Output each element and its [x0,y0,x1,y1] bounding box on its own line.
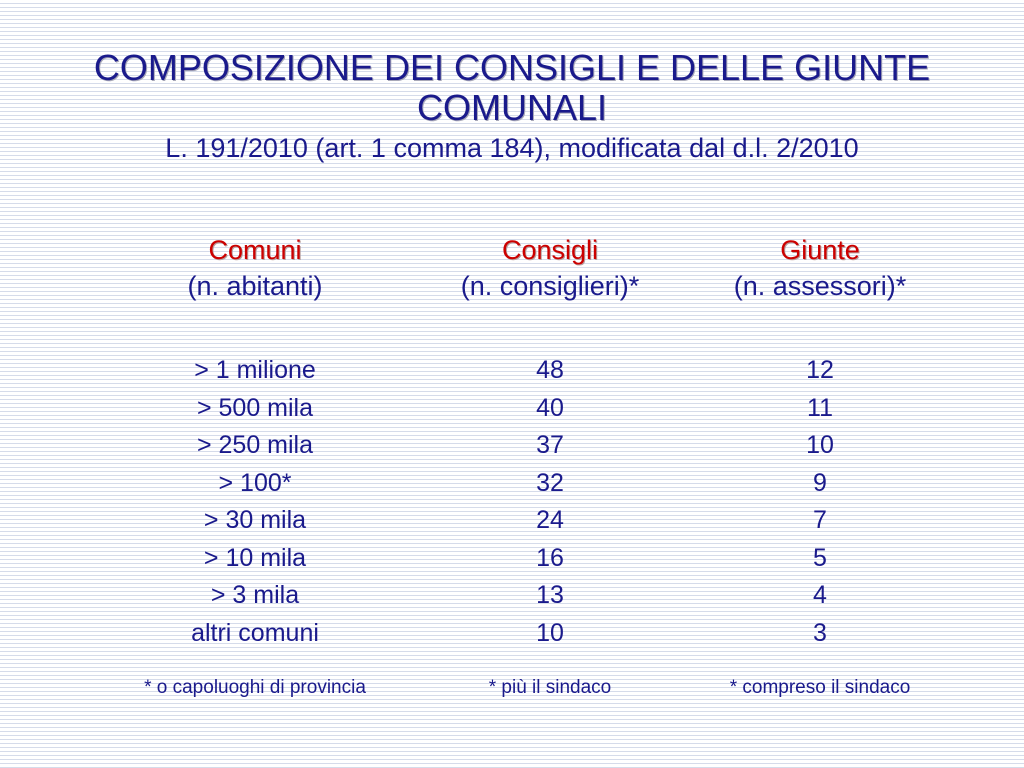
cell-comuni: > 3 mila [210,581,300,609]
cell-comuni: > 30 mila [203,506,307,534]
cell-giunte: 3 [813,618,827,647]
slide-title [0,48,1024,128]
title-line-1: COMPOSIZIONE DEI CONSIGLI E DELLE GIUNTE [93,47,931,88]
table-row [0,427,1024,465]
subheading-giunte: (n. assessori)* [733,271,907,301]
title-block [0,48,1024,164]
cell-comuni: > 100* [218,468,292,497]
subheading-comuni: (n. abitanti) [187,271,323,301]
header-comuni [105,232,405,304]
cell-comuni: > 500 mila [196,393,314,422]
cell-giunte: 12 [806,356,834,384]
table-row [0,615,1024,653]
cell-comuni: > 250 mila [196,431,314,459]
footnote-comuni: * o capoluoghi di provincia [144,677,366,698]
subheading-consigli: (n. consiglieri)* [460,271,640,301]
cell-consigli: 13 [536,581,564,609]
cell-consigli: 37 [536,431,564,459]
cell-giunte: 9 [813,468,827,497]
table-body [0,352,1024,652]
table-row [0,540,1024,578]
cell-consigli: 32 [536,468,564,497]
title-line-2: COMUNALI [416,87,608,128]
table-row [0,577,1024,615]
heading-consigli: Consigli [501,235,599,265]
cell-giunte: 11 [807,393,833,422]
footnote-giunte: * compreso il sindaco [729,677,911,698]
table-row [0,502,1024,540]
cell-consigli: 16 [536,543,564,572]
cell-giunte: 5 [813,543,827,572]
table-row [0,352,1024,390]
cell-comuni: > 10 mila [203,543,307,572]
table-row [0,390,1024,428]
slide-subtitle: L. 191/2010 (art. 1 comma 184), modificata dal d.l. 2/2010 [165,133,859,163]
header-consigli [400,232,700,304]
footnotes [0,674,1024,704]
cell-consigli: 24 [536,506,564,534]
cell-consigli: 10 [536,618,564,647]
cell-consigli: 40 [536,393,564,422]
cell-comuni: > 1 milione [194,356,316,384]
heading-comuni: Comuni [208,235,302,265]
cell-giunte: 7 [813,506,827,534]
cell-giunte: 4 [813,581,827,609]
table-row [0,465,1024,503]
cell-comuni: altri comuni [191,618,319,647]
header-giunte [670,232,970,304]
cell-consigli: 48 [536,356,564,384]
heading-giunte: Giunte [780,235,860,265]
table-header [0,232,1024,312]
cell-giunte: 10 [806,431,834,459]
footnote-consigli: * più il sindaco [488,677,612,698]
